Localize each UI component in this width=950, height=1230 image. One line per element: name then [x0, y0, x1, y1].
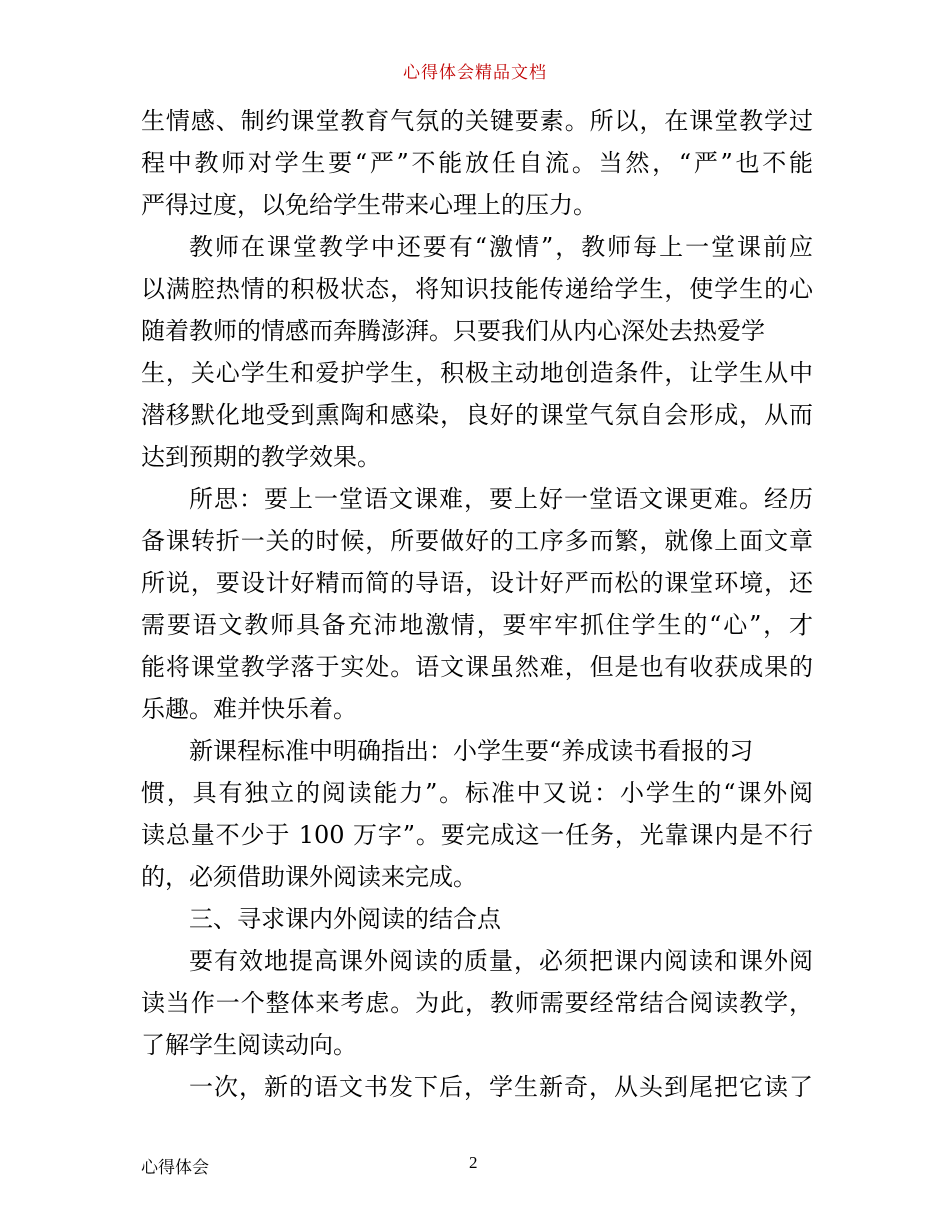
text-line: 乐趣。难并快乐着。: [141, 695, 357, 723]
text-line: 所思：要上一堂语文课难，要上好一堂语文课更难。经历: [189, 485, 813, 513]
text-line: 生，关心学生和爱护学生，积极主动地创造条件，让学生从中: [141, 359, 813, 387]
text-line: 了解学生阅读动向。: [141, 1031, 357, 1059]
text-line: 能将课堂教学落于实处。语文课虽然难，但是也有收获成果的: [141, 653, 813, 681]
text-line: 读当作一个整体来考虑。为此，教师需要经常结合阅读教学，: [141, 989, 813, 1017]
footer-label: 心得体会: [141, 1158, 209, 1178]
text-line: 达到预期的教学效果。: [141, 443, 381, 471]
text-line: 随着教师的情感而奔腾澎湃。只要我们从内心深处去热爱学: [141, 317, 765, 345]
text-line: 惯，具有独立的阅读能力”。标准中又说：小学生的“课外阅: [141, 779, 813, 807]
text-line: 的，必须借助课外阅读来完成。: [141, 863, 477, 891]
text-line: 生情感、制约课堂教育气氛的关键要素。所以，在课堂教学过: [141, 107, 813, 135]
text-line: 以满腔热情的积极状态，将知识技能传递给学生，使学生的心: [141, 275, 813, 303]
text-line: 一次，新的语文书发下后，学生新奇，从头到尾把它读了: [189, 1073, 813, 1101]
text-line: 要有效地提高课外阅读的质量，必须把课内阅读和课外阅: [189, 947, 813, 975]
text-line: 备课转折一关的时候，所要做好的工序多而繁，就像上面文章: [141, 527, 813, 555]
document-body: [141, 100, 813, 1108]
text-line: 所说，要设计好精而简的导语，设计好严而松的课堂环境，还: [141, 569, 813, 597]
page-number: 2: [469, 1153, 478, 1172]
text-line: 新课程标准中明确指出：小学生要“养成读书看报的习: [189, 737, 754, 765]
text-line: 读总量不少于 100 万字”。要完成这一任务，光靠课内是不行: [141, 821, 813, 849]
text-line: 程中教师对学生要“严”不能放任自流。当然，“严”也不能: [141, 149, 813, 177]
text-line: 需要语文教师具备充沛地激情，要牢牢抓住学生的“心”，才: [141, 611, 813, 639]
text-line: 三、寻求课内外阅读的结合点: [189, 905, 501, 933]
text-line: 潜移默化地受到熏陶和感染，良好的课堂气氛自会形成，从而: [141, 401, 813, 429]
text-line: 严得过度，以免给学生带来心理上的压力。: [141, 191, 597, 219]
document-header-title: 心得体会精品文档: [403, 63, 547, 83]
text-line: 教师在课堂教学中还要有“激情”，教师每上一堂课前应: [189, 233, 813, 261]
